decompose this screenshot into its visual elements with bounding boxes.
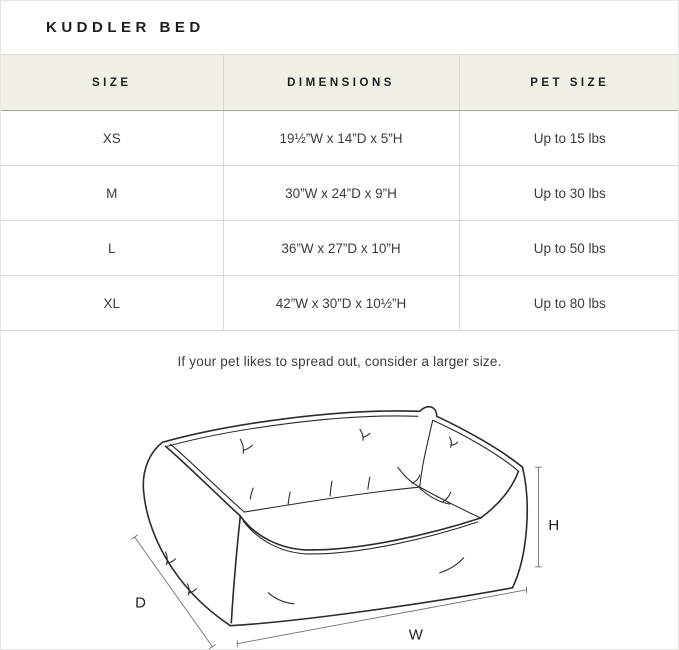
sizing-note: If your pet likes to spread out, consider a larger size. [177, 353, 502, 369]
pet-size-cell: Up to 15 lbs [459, 111, 679, 166]
table-row [1, 276, 679, 331]
height-label: H [548, 516, 560, 534]
pet-size-cell: Up to 30 lbs [459, 166, 679, 221]
size-cell: L [1, 221, 223, 276]
size-table [1, 54, 679, 331]
size-cell: M [1, 166, 223, 221]
title-bar [1, 1, 678, 54]
height-dimension-line [535, 467, 541, 567]
size-column-header: SIZE [1, 55, 223, 111]
depth-dimension-line [132, 535, 216, 649]
dimensions-column-header: DIMENSIONS [223, 55, 459, 111]
bed-diagram [1, 391, 678, 649]
table-row [1, 221, 679, 276]
dimensions-cell: 19½”W x 14”D x 5”H [223, 111, 459, 166]
table-row [1, 166, 679, 221]
note-bar [1, 331, 678, 391]
dimensions-cell: 30”W x 24”D x 9”H [223, 166, 459, 221]
dimension-lines [132, 467, 542, 648]
size-cell: XS [1, 111, 223, 166]
width-dimension-line [237, 587, 526, 647]
size-cell: XL [1, 276, 223, 331]
dimensions-cell: 42”W x 30”D x 10½”H [223, 276, 459, 331]
depth-label: D [135, 594, 146, 612]
dimensions-cell: 36”W x 27”D x 10”H [223, 221, 459, 276]
page-title: KUDDLER BED [46, 19, 205, 36]
pet-size-column-header: PET SIZE [459, 55, 679, 111]
kuddler-bed-illustration [1, 391, 678, 649]
bed-outline [143, 407, 527, 626]
fabric-wrinkle-marks [166, 429, 464, 603]
width-label: W [408, 626, 423, 644]
pet-size-cell: Up to 50 lbs [459, 221, 679, 276]
table-row [1, 111, 679, 166]
pet-size-cell: Up to 80 lbs [459, 276, 679, 331]
table-header-row [1, 55, 679, 111]
